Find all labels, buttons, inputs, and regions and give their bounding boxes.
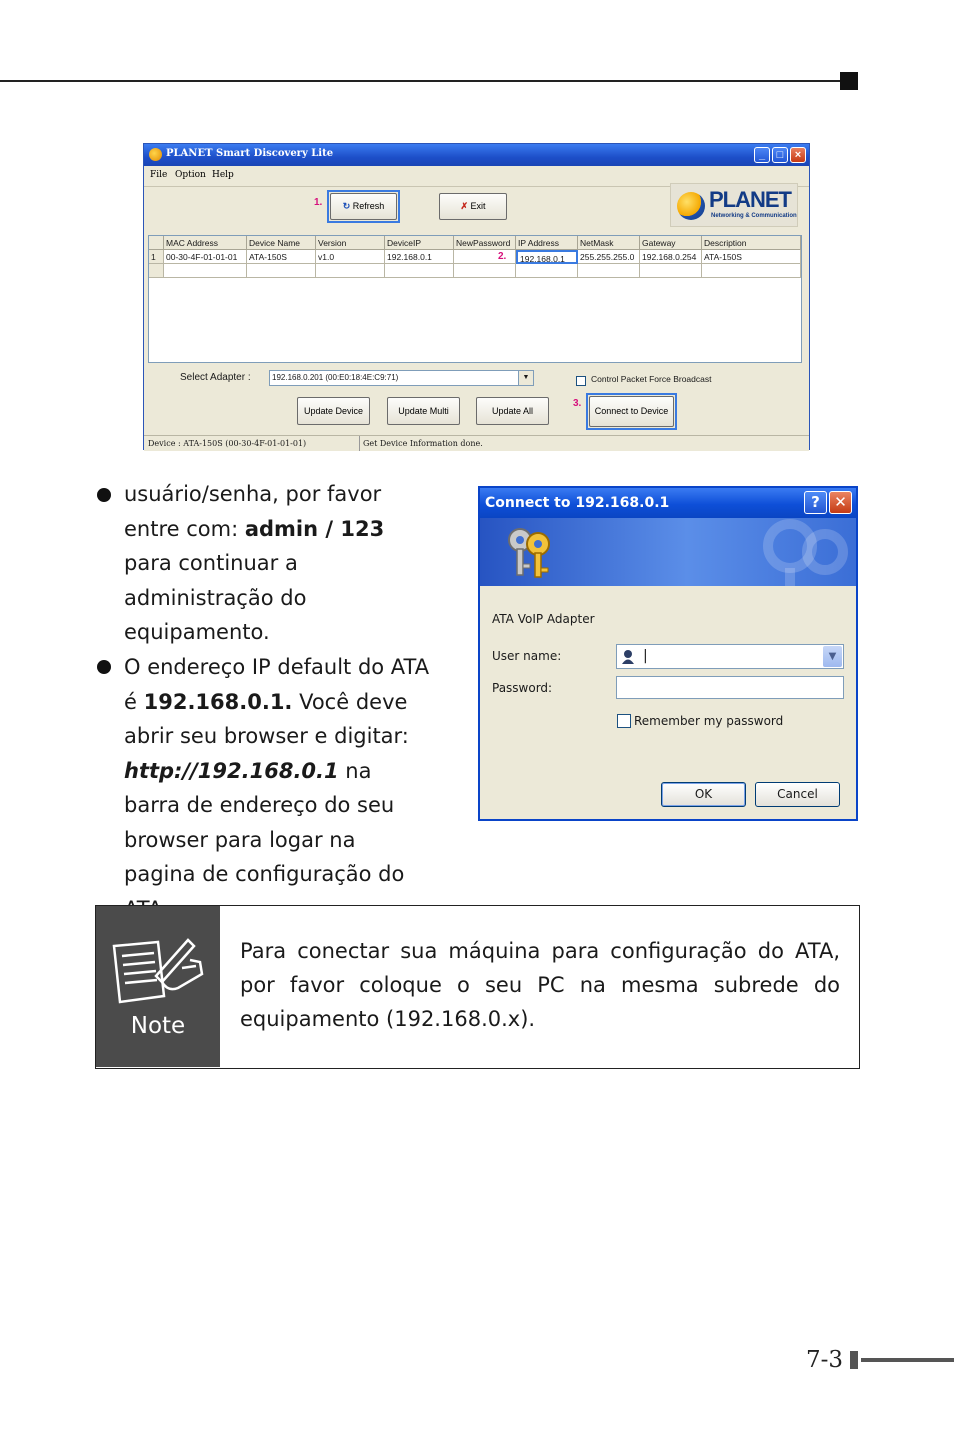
password-label: Password: (492, 681, 553, 695)
table-cell[interactable] (516, 264, 578, 278)
b2-part3: na barra de endereço do seu browser para logar na pagina de configuração do (124, 758, 405, 886)
smart-discovery-window (143, 143, 810, 450)
table-header[interactable]: NetMask (578, 236, 640, 250)
table-header[interactable]: Description (702, 236, 801, 250)
header-rule (0, 80, 842, 82)
table-cell[interactable]: 255.255.255.0 (578, 250, 640, 264)
menu-help[interactable]: Help (212, 170, 234, 180)
update-device-button[interactable]: Update Device (297, 397, 370, 425)
exit-label: Exit (470, 201, 486, 211)
b1-part1: usuário/senha, por favor entre com: (124, 482, 382, 541)
username-label: User name: (492, 649, 562, 663)
username-field[interactable] (616, 644, 844, 669)
login-titlebar (480, 488, 856, 518)
refresh-button[interactable] (330, 193, 397, 220)
table-cell (149, 264, 164, 278)
planet-logo-tagline: Networking & Communication (711, 213, 797, 219)
note-label: Note (130, 1013, 186, 1039)
exit-button[interactable] (439, 193, 507, 220)
footer-square (850, 1351, 858, 1369)
table-header[interactable]: NewPassword (454, 236, 516, 250)
login-title: Connect to 192.168.0.1 (485, 495, 670, 511)
note-text: Para conectar sua máquina para configuração do ATA, por favor coloque o seu PC na mesma subrede do equipamento (192.168.0.x). (240, 939, 840, 1031)
b1-credentials: admin / 123 (244, 516, 385, 541)
sd-titlebar (144, 144, 809, 166)
table-cell[interactable] (164, 264, 247, 278)
refresh-label: Refresh (352, 201, 385, 211)
keys-icon (498, 524, 558, 580)
table-cell: 1 (149, 250, 164, 264)
username-value: | (643, 648, 648, 664)
table-cell[interactable]: 192.168.0.1 (385, 250, 454, 264)
table-header[interactable]: IP Address (516, 236, 578, 250)
b2-ip: 192.168.0.1. (143, 689, 293, 714)
table-cell[interactable] (385, 264, 454, 278)
planet-logo-word: PLANET (709, 187, 791, 212)
bullet-dot (97, 660, 111, 674)
status-device: Device : ATA-150S (00-30-4F-01-01-01) (148, 439, 307, 448)
planet-logo (670, 183, 798, 227)
close-icon[interactable]: × (790, 147, 806, 163)
login-banner (480, 518, 856, 586)
bullet-1-text (124, 477, 424, 650)
force-broadcast-checkbox[interactable] (576, 376, 586, 386)
table-cell[interactable]: 00-30-4F-01-01-01 (164, 250, 247, 264)
table-header[interactable]: MAC Address (164, 236, 247, 250)
table-cell[interactable] (578, 264, 640, 278)
login-realm: ATA VoIP Adapter (492, 612, 595, 626)
table-cell[interactable]: 192.168.0.254 (640, 250, 702, 264)
footer-rule (861, 1358, 954, 1362)
force-broadcast-label: Control Packet Force Broadcast (591, 374, 712, 384)
table-cell[interactable] (454, 264, 516, 278)
b2-url: http://192.168.0.1 (124, 758, 339, 783)
adapter-select[interactable] (269, 370, 534, 386)
b2-part2: Você deve abrir seu browser e digitar: (124, 689, 409, 748)
refresh-icon: ↻ (342, 201, 351, 211)
page-number: 7-3 (806, 1347, 844, 1373)
planet-globe-icon (677, 192, 705, 220)
sd-title: PLANET Smart Discovery Lite (166, 148, 334, 159)
bullet-dot (97, 488, 111, 502)
table-cell[interactable] (247, 264, 316, 278)
table-header[interactable]: Gateway (640, 236, 702, 250)
table-cell[interactable]: ATA-150S (702, 250, 801, 264)
table-header[interactable]: DeviceIP (385, 236, 454, 250)
maximize-icon[interactable]: □ (772, 147, 788, 163)
table-header (149, 236, 164, 250)
ok-button[interactable]: OK (661, 782, 746, 807)
adapter-label: Select Adapter : (180, 372, 251, 383)
cancel-button[interactable]: Cancel (755, 782, 840, 807)
menu-file[interactable]: File (150, 170, 168, 180)
device-table (148, 235, 802, 363)
ip-address-cell[interactable]: 192.168.0.1 (516, 250, 578, 264)
remember-password-label: Remember my password (634, 714, 784, 728)
chevron-down-icon[interactable]: ▼ (518, 371, 533, 385)
login-dialog (478, 486, 858, 821)
table-cell[interactable] (316, 264, 385, 278)
user-icon (621, 649, 635, 664)
sd-statusbar (144, 435, 809, 451)
table-header[interactable]: Device Name (247, 236, 316, 250)
keys-watermark-icon (730, 518, 850, 586)
adapter-value: 192.168.0.201 (00:E0:18:4E:C9:71) (272, 373, 399, 382)
step-3-label: 3. (573, 398, 582, 409)
step-2-label: 2. (498, 251, 507, 262)
header-square (840, 72, 858, 90)
step-1-label: 1. (314, 197, 323, 208)
update-multi-button[interactable]: Update Multi (387, 397, 460, 425)
table-cell[interactable]: v1.0 (316, 250, 385, 264)
note-box (95, 905, 860, 1069)
help-icon[interactable]: ? (804, 491, 827, 514)
minimize-icon[interactable]: _ (754, 147, 770, 163)
table-cell[interactable] (640, 264, 702, 278)
connect-to-device-button[interactable]: Connect to Device (589, 396, 674, 427)
table-cell[interactable] (702, 264, 801, 278)
table-cell[interactable]: ATA-150S (247, 250, 316, 264)
remember-password-checkbox[interactable] (617, 714, 631, 728)
new-password-cell[interactable] (454, 250, 516, 264)
note-hand-writing-icon (106, 932, 208, 1012)
table-header[interactable]: Version (316, 236, 385, 250)
b1-part2: para continuar a administração do equipamento. (124, 551, 307, 644)
password-field[interactable] (616, 676, 844, 699)
note-sidebar (96, 906, 220, 1067)
app-icon (149, 148, 162, 161)
chevron-down-icon[interactable]: ▼ (823, 646, 842, 667)
b2-part1: O endereço IP default do ATA é (124, 655, 430, 714)
update-all-button[interactable]: Update All (476, 397, 549, 425)
menu-option[interactable]: Option (175, 170, 206, 180)
close-icon[interactable]: ✕ (829, 491, 852, 514)
status-message: Get Device Information done. (359, 436, 483, 451)
exit-icon: ✗ (460, 201, 468, 211)
